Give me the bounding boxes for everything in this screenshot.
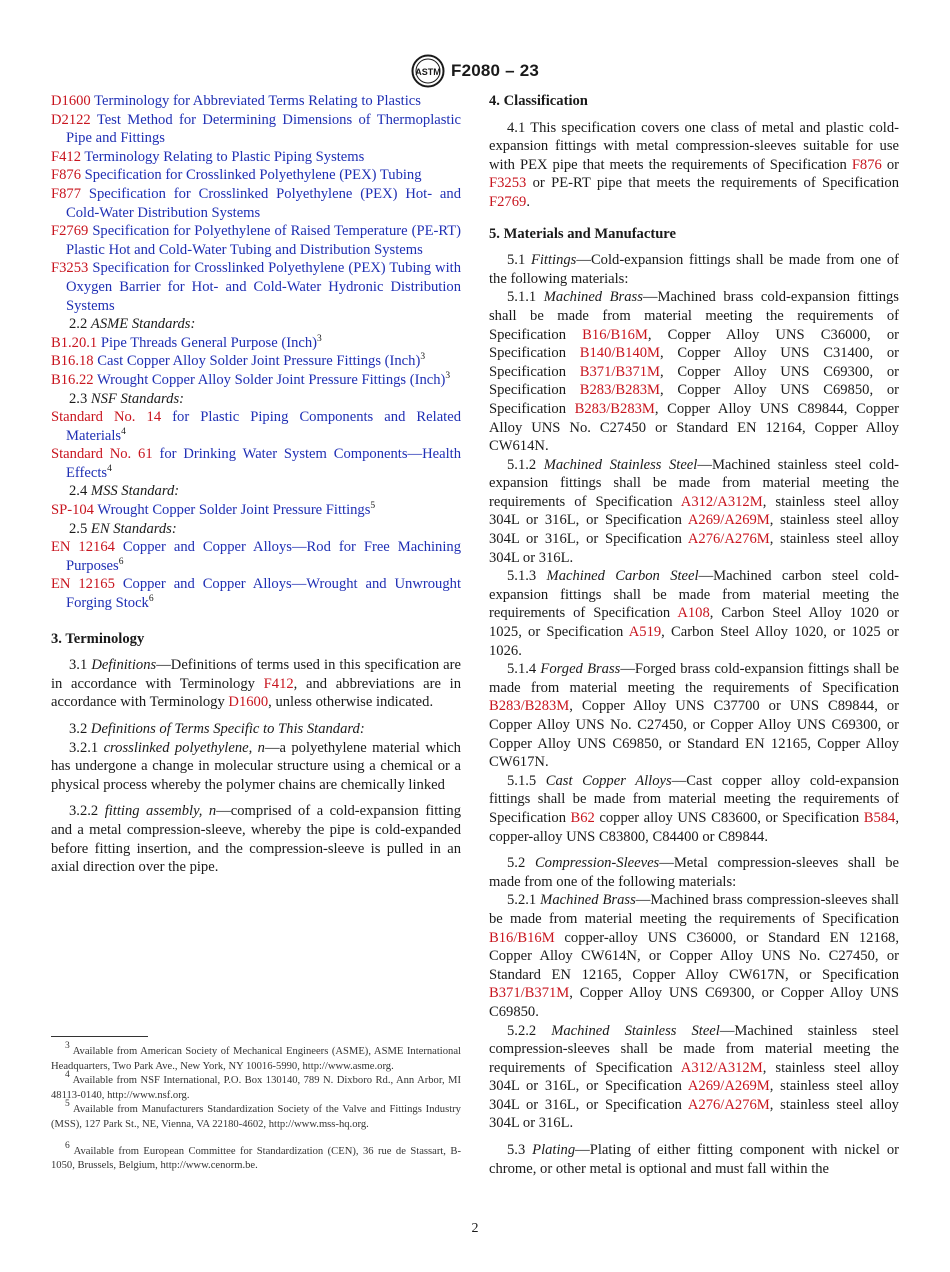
reference-title-link[interactable]: Pipe Threads General Purpose (Inch) [100,334,318,351]
footnote: $^6$ Available from European Committee for Standardization (CEN), 36 rue de Stassart, B-1050, Brussels, Belgium, http://www.cenorm.be. [51,1140,461,1172]
reference-item [51,92,461,111]
page-header [0,54,950,88]
reference-item [51,575,461,612]
footnote-marker: 6 [118,556,124,567]
reference-link[interactable]: B16/B16M [582,326,648,343]
subsection-heading: 2.4 MSS Standard: [69,483,180,500]
reference-code-link[interactable]: B16.18 [51,353,94,370]
paragraph: 5.1.3 Machined Carbon Steel—Machined carbon steel cold-expansion fittings shall be made from material meeting the requirements of Specification A108, Carbon Steel Alloy 1020 or 1025, or Specification A519, Carbon Steel Alloy 1020, or 1025 or 1026. [489,568,899,659]
reference-item [51,445,461,482]
reference-link[interactable]: F2769 [489,193,527,210]
footnote-marker: 6 [148,594,154,605]
reference-item [51,148,461,167]
paragraph: 5.3 Plating—Plating of either fitting component with nickel or chrome, or other metal is optional and must fall within the [489,1142,900,1177]
footnote: $^5$ Available from Manufacturers Standardization Society of the Valve and Fittings Industry (MSS), 127 Park St., NE, Vienna, VA 22180-4602, http://www.mss-hq.org. [51,1099,461,1130]
reference-item [51,111,461,148]
reference-title-link[interactable]: Specification for Polyethylene of Raised Temperature (PE-RT) Plastic Hot and Cold-Water Tubing and Distribution Systems [66,223,461,258]
paragraph: 4.1 This specification covers one class of metal and plastic cold-expansion fittings with metal compression-sleeves suitable for use with PEX pipe that meets the requirements of Specification F876 or F3253 or PE-RT pipe that meets the requirements of Specification F2769. [489,119,899,210]
logo-text: ASTM [415,67,441,77]
reference-link[interactable]: A108 [677,605,710,622]
reference-link[interactable]: A269/A269M [687,512,770,529]
doc-number: F2080 – 23 [450,61,539,80]
reference-code-link[interactable]: D1600 [51,93,91,109]
footnote-marker: 3 [420,352,426,363]
reference-link[interactable]: F3253 [489,175,527,192]
footnote-marker: 3 [445,370,451,381]
reference-item [51,259,461,315]
reference-link[interactable]: B584 [863,809,896,826]
astm-logo-icon [411,54,445,88]
paragraph: 5.1 Fittings—Cold-expansion fittings shall be made from one of the following materials: [489,252,899,287]
paragraph: 5.1.2 Machined Stainless Steel—Machined stainless steel cold-expansion fittings shall be made from material meeting the requirements of Specification A312/A312M, stainless steel alloy 304L or 316L, or Specification A269/A269M, stainless steel alloy 304L or 316L, or Specification A276/A276M, stainless steel alloy 304L or 316L. [489,456,900,566]
reference-link[interactable]: A312/A312M [680,493,763,510]
reference-item [51,538,461,575]
reference-title-link[interactable]: for Plastic Piping Components and Related Materials [66,409,462,444]
reference-code-link[interactable]: F2769 [51,223,89,240]
reference-link[interactable]: F412 [263,675,294,692]
reference-link[interactable]: B62 [570,809,595,826]
reference-link[interactable]: A519 [628,624,662,641]
paragraph: 3.2 Definitions of Terms Specific to This Standard: [69,721,365,737]
reference-title-link[interactable]: Copper and Copper Alloys—Rod for Free Machining Purposes [66,539,461,574]
subsection-heading: 2.5 EN Standards: [69,520,177,537]
section-title: 4. Classification [489,93,588,109]
reference-item [51,166,461,185]
reference-code-link[interactable]: D2122 [51,111,91,128]
reference-title-link[interactable]: for Drinking Water System Components—Health Effects [66,446,461,481]
reference-item [51,501,461,520]
footnote-marker: 5 [370,501,376,512]
reference-code-link[interactable]: Standard No. 61 [51,446,153,463]
section-title: 3. Terminology [51,630,145,647]
paragraph: 3.2.2 fitting assembly, n—comprised of a cold-expansion fitting and a metal compression-sleeve, whereby the pipe is cold-expanded before fitting insertion, and the compression-sleeve is pulled in an axial direction over the pipe. [51,803,461,876]
reference-item [51,334,461,353]
right-column [489,92,899,1178]
reference-title-link[interactable]: Test Method for Determining Dimensions of Thermoplastic Pipe and Fittings [66,111,461,147]
section-title: 5. Materials and Manufacture [489,225,676,242]
reference-code-link[interactable]: B1.20.1 [51,334,98,351]
paragraph: 5.1.4 Forged Brass—Forged brass cold-expansion fittings shall be made from material meeting the requirements of Specification B283/B283M, Copper Alloy UNS C37700 or UNS C89844, or Copper Alloy UNS No. C27450, or Copper Alloy UNS C69300, or Copper Alloy UNS C69850, or Standard EN 12165, Copper Alloy CW617N. [489,661,899,771]
footnotes [51,1041,461,1174]
reference-link[interactable]: A276/A276M [687,1096,770,1113]
footnote: $^4$ Available from NSF International, P.O. Box 130140, 789 N. Dixboro Rd., Ann Arbor, MI 48113-0140, http://www.nsf.org. [51,1070,461,1101]
paragraph: 5.2.2 Machined Stainless Steel—Machined stainless steel compression-sleeves shall be made from material meeting the requirements of Specification A312/A312M, stainless steel alloy 304L or 316L, or Specification A269/A269M, stainless steel alloy 304L or 316L, or Specification A276/A276M, stainless steel alloy 304L or 316L. [489,1022,899,1132]
reference-code-link[interactable]: B16.22 [51,371,94,388]
paragraph: 3.1 Definitions—Definitions of terms used in this specification are in accordance with Terminology F412, and abbreviations are in accordance with Terminology D1600, unless otherwise indicated. [51,657,461,711]
paragraph: 3.2.1 crosslinked polyethylene, n—a polyethylene material which has undergone a change in molecular structure using a chemical or a physical process whereby the polymer chains are chemically linked [51,739,461,793]
reference-code-link[interactable]: F877 [51,185,82,202]
reference-link[interactable]: B16/B16M [489,929,555,946]
reference-code-link[interactable]: Standard No. 14 [51,409,162,426]
reference-title-link[interactable]: Cast Copper Alloy Solder Joint Pressure Fittings (Inch) [97,353,421,370]
reference-link[interactable]: B283/B283M [574,400,655,417]
reference-link[interactable]: F876 [851,156,882,173]
reference-title-link[interactable]: Specification for Crosslinked Polyethylene (PEX) Tubing [84,167,422,184]
reference-title-link[interactable]: Terminology for Abbreviated Terms Relating to Plastics [94,93,421,109]
left-column [51,92,461,877]
page-number: 2 [471,1221,479,1236]
paragraph: 5.2 Compression-Sleeves—Metal compression-sleeves shall be made from one of the following materials: [489,855,900,890]
reference-link[interactable]: B140/B140M [579,345,661,362]
paragraph: 5.1.1 Machined Brass—Machined brass cold-expansion fittings shall be made from material meeting the requirements of Specification B16/B16M, Copper Alloy UNS C36000, or Specification B140/B140M, Copper Alloy UNS C31400, or Specification B371/B371M, Copper Alloy UNS C69300, or Specification B283/B283M, Copper Alloy UNS C69850, or Specification B283/B283M, Copper Alloy UNS C89844, Copper Alloy UNS No. C27450 or Standard EN 12164, Copper Alloy CW614N. [489,289,899,455]
reference-item [51,371,461,390]
reference-title-link[interactable]: Wrought Copper Alloy Solder Joint Pressure Fittings (Inch) [96,371,446,388]
footnote-marker: 3 [317,333,322,344]
reference-title-link[interactable]: Specification for Crosslinked Polyethylene (PEX) Hot- and Cold-Water Distribution Systems [66,185,462,221]
paragraph: 5.1.5 Cast Copper Alloys—Cast copper alloy cold-expansion fittings shall be made from material meeting the requirements of Specification B62 copper alloy UNS C83600, or Specification B584, copper-alloy UNS C83800, C84400 or C89844. [489,772,899,845]
reference-code-link[interactable]: SP-104 [51,502,94,519]
reference-link[interactable]: B371/B371M [489,985,570,1002]
footnote: $^3$ Available from American Society of Mechanical Engineers (ASME), ASME International Headquarters, Two Park Ave., New York, NY 10016-5990, http://www.asme.org. [51,1041,461,1072]
reference-link[interactable]: A312/A312M [680,1059,763,1076]
footnote-marker: 4 [107,463,112,474]
footnote-divider [51,1036,148,1037]
paragraph: 5.2.1 Machined Brass—Machined brass compression-sleeves shall be made from material meeting the requirements of Specification B16/B16M copper-alloy UNS C36000, or Standard EN 12168, Copper Alloy CW614N, or Copper Alloy UNS No. C27450, or Standard EN 12165, Copper Alloy CW617N, or Specification B371/B371M, Copper Alloy UNS C69300, or Copper Alloy UNS C69850. [489,892,899,1020]
reference-item [51,222,461,259]
reference-link[interactable]: B283/B283M [579,382,661,399]
reference-link[interactable]: A269/A269M [687,1078,770,1095]
reference-link[interactable]: B371/B371M [579,363,661,380]
reference-item [51,185,461,222]
reference-code-link[interactable]: EN 12165 [51,576,115,593]
reference-code-link[interactable]: F3253 [51,260,89,277]
reference-title-link[interactable]: Terminology Relating to Plastic Piping Systems [84,148,365,165]
reference-link[interactable]: D1600 [228,694,269,711]
reference-link[interactable]: A276/A276M [687,531,770,548]
reference-title-link[interactable]: Copper and Copper Alloys—Wrought and Unwrought Forging Stock [66,576,461,612]
subsection-heading: 2.2 ASME Standards: [69,316,196,333]
reference-title-link[interactable]: Specification for Crosslinked Polyethylene (PEX) Tubing with Oxygen Barrier for Hot- and Cold-Water Hydronic Distribution Systems [66,260,461,314]
reference-title-link[interactable]: Wrought Copper Solder Joint Pressure Fittings [97,502,371,519]
footnote-marker: 4 [121,426,126,437]
subsection-heading: 2.3 NSF Standards: [69,390,185,407]
reference-item [51,408,461,445]
reference-code-link[interactable]: F876 [51,167,82,184]
reference-code-link[interactable]: F412 [51,148,82,165]
reference-code-link[interactable]: EN 12164 [51,539,115,556]
reference-link[interactable]: B283/B283M [489,698,570,715]
reference-item [51,352,461,371]
